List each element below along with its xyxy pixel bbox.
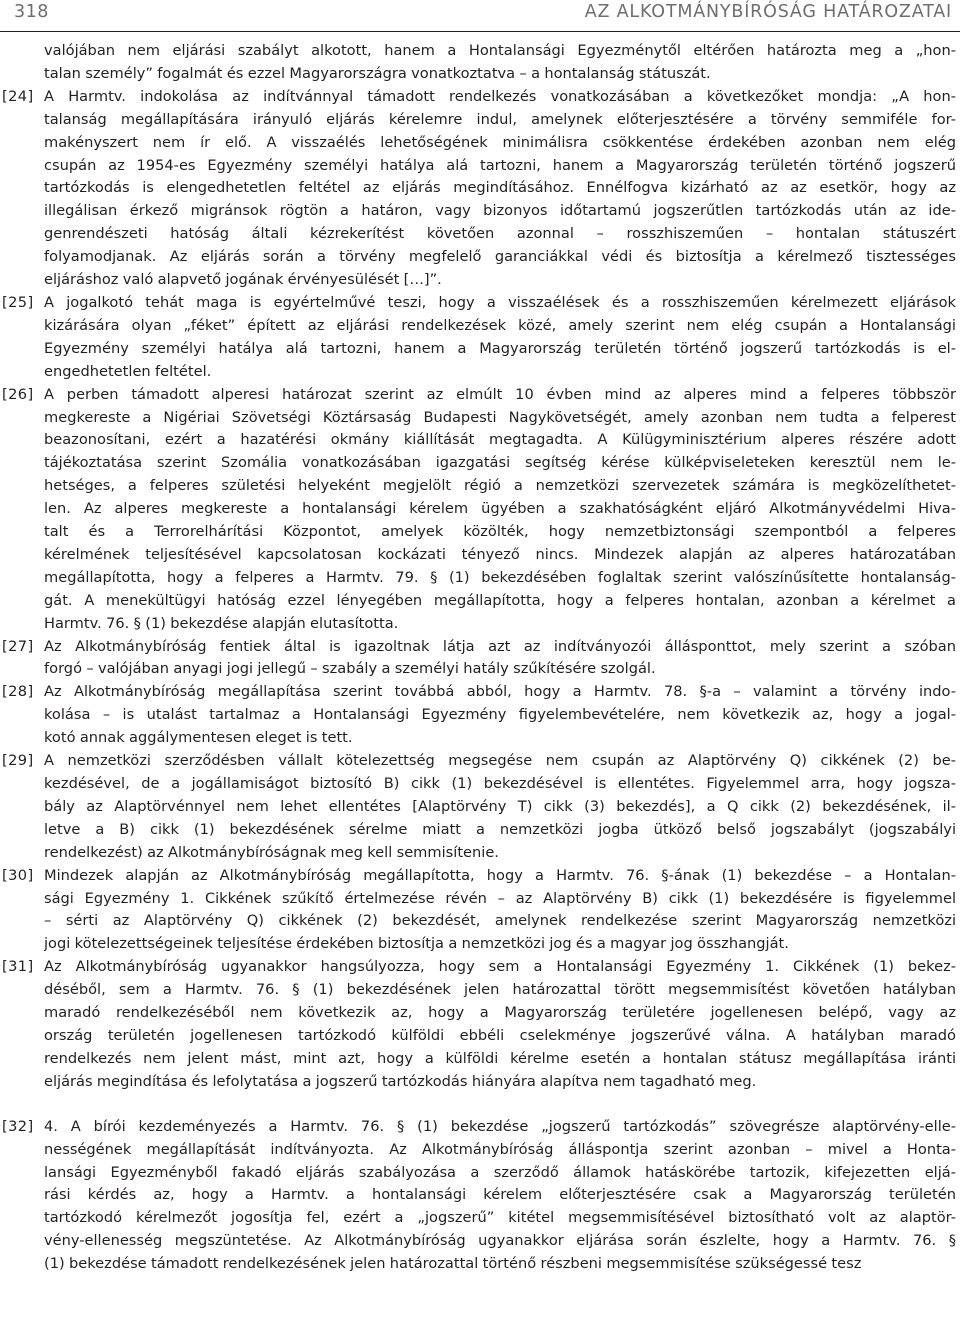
paragraph-line: kizárására olyan „féket” épített az eljárási rendelkezések közé, amely szerint nem elég csupán a Hontalansági — [44, 316, 956, 334]
paragraph — [0, 384, 960, 636]
paragraph-line: Az Alkotmánybíróság megállapítása szerint továbbá abból, hogy a Harmtv. 78. §-a – valamint a törvény indo- — [44, 683, 956, 701]
paragraph-number: [31] — [2, 958, 34, 976]
paragraph-line: Egyezmény személyi hatálya alá tartozni, hanem a Magyarország területén történő jogszerű tartózkodás is el- — [44, 339, 956, 357]
paragraph-line: gát. A menekültügyi hatóság ezzel lényegében megállapította, hogy a felperes hontalan, azonban a kérelmet a — [44, 591, 956, 609]
paragraph-number: [29] — [2, 752, 34, 770]
paragraph — [0, 636, 960, 682]
paragraph-line: valójában nem eljárási szabályt alkotott, hanem a Hontalansági Egyezménytől eltérően határozta meg a „hon- — [44, 42, 956, 59]
paragraph-line: rási kérdés az, hogy a Harmtv. a hontalansági kérelem előterjesztésére csak a Magyarország területén — [44, 1186, 956, 1204]
paragraph-line: talanság megállapítására irányuló eljárás kérelemre indul, amelynek előterjesztésére a törvény semmiféle for- — [44, 110, 956, 128]
paragraph-line: kérelmének teljesítésével kapcsolatosan kockázati tényező nincs. Mindezek alapján az alperes határozatában — [44, 545, 956, 563]
paragraph — [0, 865, 960, 957]
paragraph-line: 4. A bírói kezdeményezés a Harmtv. 76. § (1) bekezdése „jogszerű tartózkodás” szövegrésze alaptörvény-elle- — [44, 1117, 956, 1135]
paragraph-line: déséből, sem a Harmtv. 76. § (1) bekezdésének jelen határozattal törött megsemmisítést követően hatályban — [44, 981, 956, 999]
paragraph-line: kezdésével, de a jogállamiságot biztosító B) cikk (1) bekezdésével is ellentétes. Figyelemmel arra, hogy jogsza- — [44, 775, 956, 792]
paragraph — [0, 956, 960, 1093]
running-head: AZ ALKOTMÁNYBÍRÓSÁG HATÁROZATAI — [584, 2, 952, 22]
paragraph-line: nességének megállapítását indítványozta. Az Alkotmánybíróság álláspontja szerint azonban – mivel a Honta- — [44, 1140, 956, 1158]
paragraph — [0, 750, 960, 865]
paragraph-line: tartózkodás is elengedhetetlen feltétel az eljárás megindításához. Ennélfogva kizárható az az esetkör, hogy az — [44, 179, 956, 197]
paragraph-line: bály az Alaptörvénnyel nem lehet ellentétes [Alaptörvény T) cikk (3) bekezdés], a Q cikk (2) bekezdésének, il- — [44, 797, 956, 815]
paragraph-line: eljárás megindítása és lefolytatása a jogszerű tartózkodás hiányára alapítva nem tagadható meg. — [44, 1072, 757, 1090]
paragraph-line: tájékoztatása szerint Szomália vonatkozásában igazgatási segítség kérése külképviseleteken keresztül nem le- — [44, 454, 956, 472]
paragraph — [0, 40, 960, 86]
paragraph-line: engedhetetlen feltétel. — [44, 362, 212, 380]
paragraph-number: [24] — [2, 87, 34, 105]
paragraph-line: A nemzetközi szerződésben vállalt kötelezettség megsegése nem csupán az Alaptörvény Q) cikkének (2) be- — [44, 752, 956, 770]
paragraph-number: [27] — [2, 637, 34, 655]
paragraph — [0, 1116, 960, 1276]
paragraph-line: forgó – valójában anyagi jogi jellegű – szabály a személyi hatály szűkítésére szolgál. — [44, 660, 656, 678]
paragraph-number: [25] — [2, 293, 34, 311]
paragraph-line: letve a B) cikk (1) bekezdésének sérelme miatt a nemzetközi jogba ütköző belső jogszabályt (jogszabályi — [44, 820, 956, 838]
paragraph-line: tartózkodó kérelmezőt jogosítja fel, ezért a „jogszerű” kitétel megsemmisítésével biztosítható volt az alaptör- — [44, 1209, 956, 1227]
paragraph-number: [32] — [2, 1117, 34, 1135]
paragraph-line: megállapította, hogy a felperes a Harmtv. 79. § (1) bekezdésében foglaltak szerint valószínűsítette hontalanság- — [44, 568, 956, 586]
paragraph-number: [26] — [2, 385, 34, 403]
paragraph-line: csupán az 1954-es Egyezmény személyi hatálya alá tartozni, hanem a Magyarország területén történő jogszerű — [44, 156, 956, 174]
paragraph-line: talt és a Terrorelhárítási Központot, amelyek közölték, hogy nemzetbiztonsági szempontból a felperes — [44, 523, 956, 541]
paragraph-line: megkereste a Nigériai Szövetségi Köztársaság Budapesti Nagykövetségét, amely azonban nem tudta a felperest — [44, 408, 956, 426]
paragraph-line: kolása – is utalást tartalmaz a Hontalansági Egyezmény figyelembevételére, nem következik az, hogy a jogal- — [44, 706, 956, 724]
paragraph-line: genrendészeti hatóság általi kézrekerítést követően azonnal – rosszhiszeműen – hontalan státuszért — [44, 225, 956, 243]
paragraph-line: – sérti az Alaptörvény Q) cikkének (2) bekezdését, amelynek rendelkezése szerint Magyarország nemzetközi — [44, 912, 956, 930]
paragraph-line: ország területén jogellenesen tartózkodó külföldi ebbéli cselekménye jogszerűvé válna. A hatályban maradó — [44, 1026, 956, 1044]
paragraph-line: eljáráshoz való alapvető jogának érvényesülését […]”. — [44, 271, 442, 289]
paragraph-line: Mindezek alapján az Alkotmánybíróság megállapította, hogy a Harmtv. 76. §-ának (1) bekezdése – a Hontalan- — [44, 866, 956, 884]
paragraph-line: (1) bekezdése támadott rendelkezésének jelen határozattal történő részbeni megsemmisítése szükségessé tesz — [44, 1255, 862, 1273]
paragraph-line: A perben támadott alperesi határozat szerint az elmúlt 10 évben mind az alperes mind a felperes többször — [44, 385, 956, 403]
paragraph-number: [30] — [2, 866, 34, 884]
paragraph-line: maradó rendelkezéséből nem következik az, hogy a Magyarország területére jogellenesen belépő, vagy az — [44, 1004, 956, 1022]
paragraph — [0, 681, 960, 750]
paragraph-line: Az Alkotmánybíróság fentiek által is igazoltnak látja azt az indítványozói állásponttot, mely szerint a szóban — [44, 637, 956, 655]
paragraph — [0, 86, 960, 292]
paragraph-line: Harmtv. 76. § (1) bekezdése alapján elutasította. — [44, 614, 399, 632]
paragraph-line: sági Egyezmény 1. Cikkének szűkítő értelmezése révén – az Alaptörvény B) cikk (1) bekezdésére is figyelemmel — [44, 889, 956, 907]
paragraph-line: beazonosítani, ezért a hazatérési okmány kiállítását megtagadta. A Külügyminisztérium alperes részére adott — [44, 431, 956, 449]
paragraph-line: len. Az alperes megkereste a hontalansági kérelem ügyében a szakhatóságként eljáró Alkotmányvédelmi Hiva- — [44, 500, 956, 518]
paragraph-line: rendelkezés nem jelent mást, mint azt, hogy a külföldi kérelme esetén a hontalan státusz megállapítása iránti — [44, 1049, 956, 1067]
paragraph-line: makényszert nem ír elő. A visszaélés lehetőségének minimálisra csökkentése érdekében azonban nem elég — [44, 133, 956, 151]
paragraph-line: talan személy” fogalmát és ezzel Magyarországra vonatkoztatva – a hontalanság státuszát. — [44, 64, 711, 82]
paragraph-gap — [0, 1094, 960, 1116]
paragraph-line: A jogalkotó tehát maga is egyértelművé teszi, hogy a visszaélések és a rosszhiszeműen kérelmezett eljárások — [44, 293, 956, 311]
paragraph-line: folyamodjanak. Az eljárás során a törvény megfelelő garanciákkal védi és biztosítja a kérelmező tisztességes — [44, 248, 956, 266]
paragraph — [0, 292, 960, 384]
paragraph-line: vény-ellenesség megszüntetése. Az Alkotmánybíróság ugyanakkor eljárása során észlelte, hogy a Harmtv. 76. § — [44, 1232, 956, 1250]
paragraph-line: A Harmtv. indokolása az indítvánnyal támadott rendelkezés vonatkozásában a következőket mondja: „A hon- — [44, 87, 956, 105]
paragraph-number: [28] — [2, 683, 34, 701]
paragraph-line: illegálisan érkező migránsok rögtön a határon, vagy bizonyos időtartamú jogszerűtlen tartózkodás után az ide- — [44, 202, 956, 220]
page-header — [0, 0, 960, 32]
paragraph-line: rendelkezést) az Alkotmánybíróságnak meg kell semmisítenie. — [44, 843, 499, 861]
page-number: 318 — [14, 2, 49, 22]
body-text — [0, 40, 960, 1276]
paragraph-line: hetséges, a felperes születési helyeként megjelölt régió a nemzetközi szervezetek számára is megközelíthetet- — [44, 477, 956, 495]
paragraph-line: Az Alkotmánybíróság ugyanakkor hangsúlyozza, hogy sem a Hontalansági Egyezmény 1. Cikkének (1) bekez- — [44, 958, 956, 976]
paragraph-line: lansági Egyezményből fakadó eljárás szabályozása a szerződő államok hatáskörébe tartozik, kifejezetten eljá- — [44, 1163, 956, 1181]
paragraph-line: kotó annak aggálymentesen eleget is tett. — [44, 729, 353, 747]
paragraph-line: jogi kötelezettségeinek teljesítése érdekében biztosítja a nemzetközi jog és a magyar jog összhangját. — [44, 935, 789, 953]
